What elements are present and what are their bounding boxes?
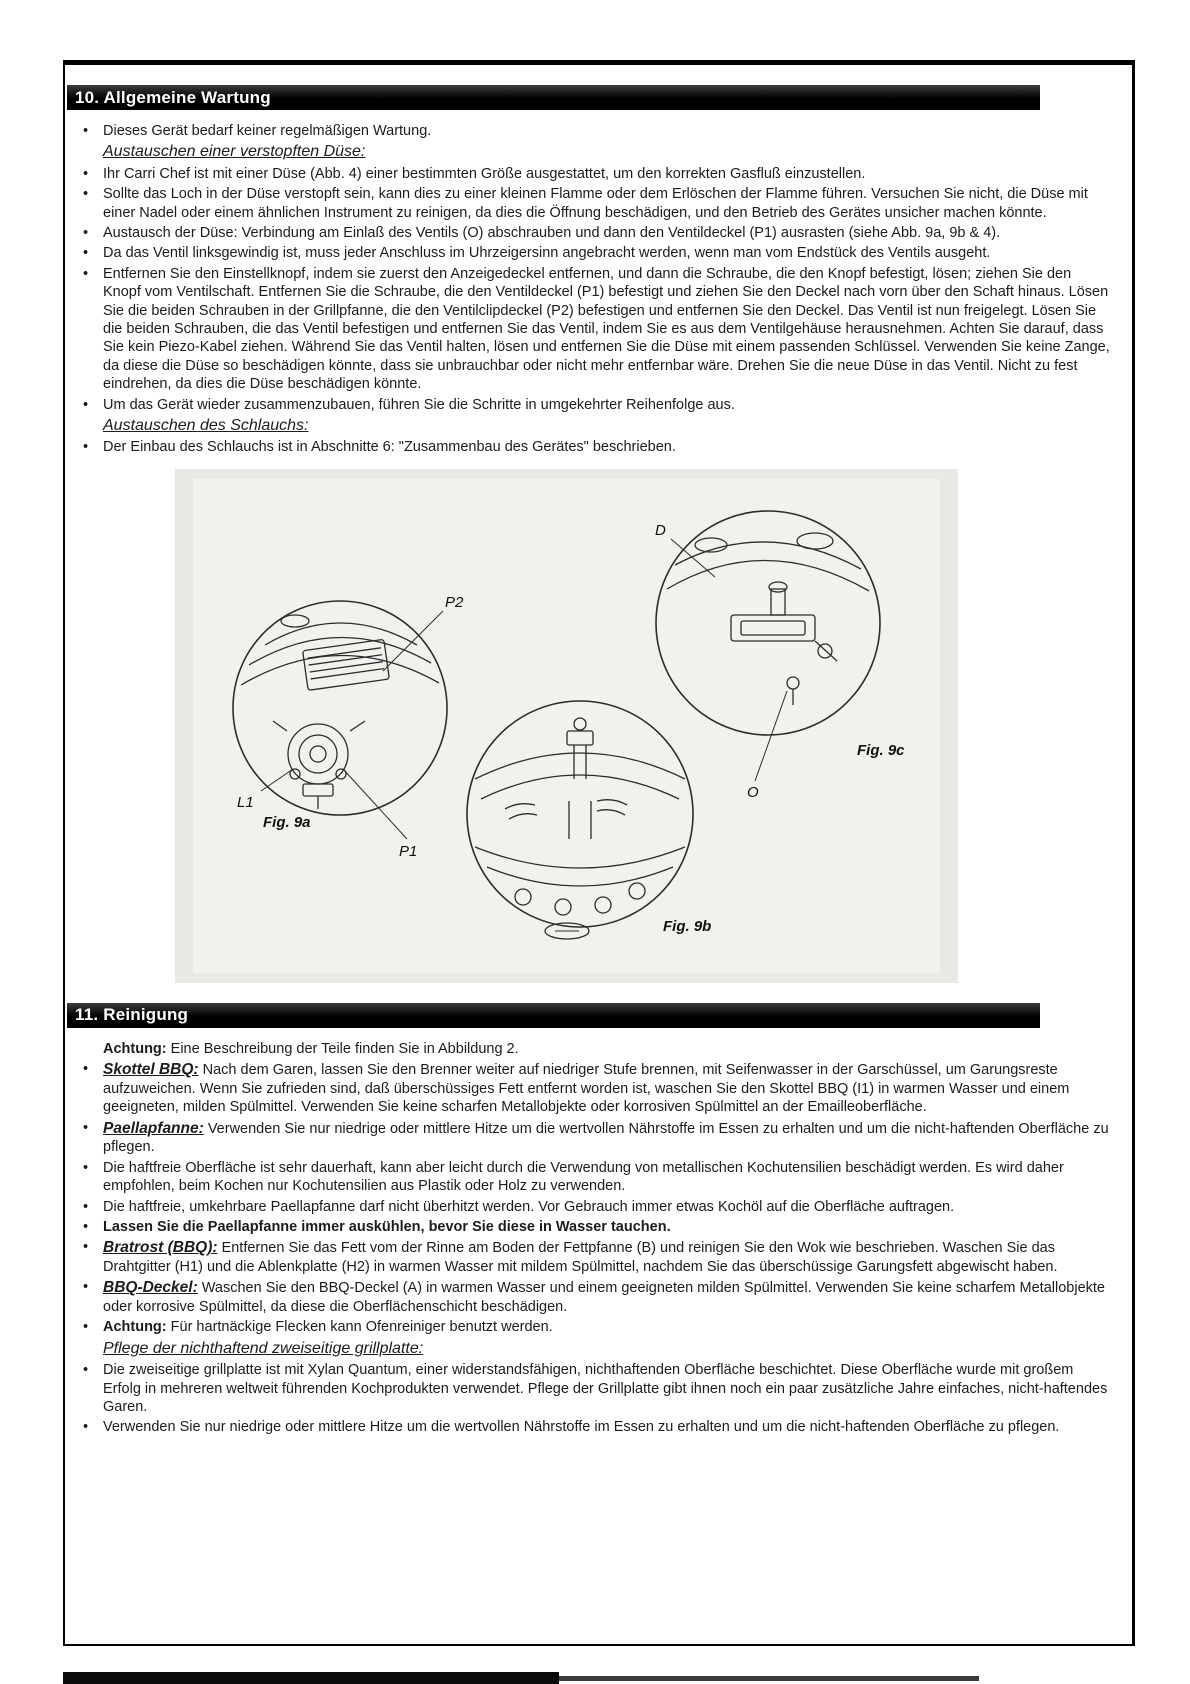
item-lead: Bratrost (BBQ): xyxy=(103,1239,218,1257)
figure-inner-background xyxy=(193,479,940,973)
figure-9-illustration xyxy=(175,469,958,983)
label-o: O xyxy=(747,783,759,801)
list-item xyxy=(75,1361,1114,1416)
bullet-icon: • xyxy=(83,245,89,262)
list-item xyxy=(75,224,1114,242)
list-item xyxy=(75,438,1114,456)
list-item xyxy=(75,165,1114,183)
bullet-icon: • xyxy=(83,1198,89,1215)
bullet-icon: • xyxy=(83,396,89,413)
item-body: Waschen Sie den BBQ-Deckel (A) in warmen Wasser und einem geeigneten milden Spülmittel. Verwenden Sie keine scharfem Metallobjekte oder korrosive Spülmittel, da diese die Oberflächenschicht beschädigen. xyxy=(103,1280,1105,1316)
bullet-icon: • xyxy=(83,224,89,241)
list-item xyxy=(75,185,1114,222)
list-item xyxy=(75,265,1114,394)
bullet-icon: • xyxy=(83,265,89,282)
manual-page-frame xyxy=(63,60,1135,1646)
item-text xyxy=(103,1119,1114,1157)
subsection-heading-text: Austauschen einer verstopften Düse: xyxy=(103,143,366,161)
item-text: Die zweiseitige grillplatte ist mit Xylan Quantum, einer widerstandsfähigen, nichthaftenden Oberfläche beschichtet. Diese Oberfläche wurde mit großem Erfolg in mehreren weltweit führenden Kochprodukten verwendet. Pflege der Grillplatte gibt ihnen noch ein paar zusätzliche Jahre einfaches, nicht-haftendes Garen. xyxy=(103,1362,1108,1415)
item-body: Nach dem Garen, lassen Sie den Brenner weiter auf niedriger Stufe brennen, mit Seifenwasser in der Garschüssel, um Garungsreste aufzuweichen. Wenn Sie zufrieden sind, daß überschüssiges Fett entfernt worden ist, waschen Sie den Skottel BBQ (I1) in warmen Wasser und einem geeigneten, milden Spülmittel. Verwenden Sie keine scharfen Metallobjekte oder korrosiven Spülmittel an der Emailleoberfläche. xyxy=(103,1062,1070,1116)
item-text xyxy=(103,1318,1114,1336)
section-11-header-bar xyxy=(67,1003,1040,1028)
item-text: Der Einbau des Schlauchs ist in Abschnitte 6: "Zusammenbau des Gerätes" beschrieben. xyxy=(103,439,676,456)
item-text: Die haftfreie, umkehrbare Paellapfanne darf nicht überhitzt werden. Vor Gebrauch immer etwas Kochöl auf die Oberfläche auftragen. xyxy=(103,1198,955,1215)
section-11-content xyxy=(65,1040,1132,1437)
label-p2: P2 xyxy=(445,593,464,611)
subsection-heading xyxy=(103,416,1114,436)
item-text: Verwenden Sie nur niedrige oder mittlere Hitze um die wertvollen Nährstoffe im Essen zu erhalten und um die nicht-haftenden Oberfläche zu pflegen. xyxy=(103,1419,1060,1436)
bullet-icon: • xyxy=(83,1119,89,1136)
bullet-icon: • xyxy=(83,439,89,456)
item-body: Für hartnäckige Flecken kann Ofenreiniger benutzt werden. xyxy=(170,1319,553,1336)
list-item xyxy=(75,1198,1114,1216)
subsection-heading-text: Austauschen des Schlauchs: xyxy=(103,417,309,434)
bullet-icon: • xyxy=(83,1218,89,1235)
item-text: Sollte das Loch in der Düse verstopft sein, kann dies zu einer kleinen Flamme oder dem Erlöschen der Flamme führen. Versuchen Sie nicht, die Düse mit einer Nadel oder einem ähnlichen Instrument zu reinigen, da dies die Öffnung beschädigen, und den Betrieb des Gerätes unsicher machen könnte. xyxy=(103,186,1088,221)
section-11-title: 11. Reinigung xyxy=(75,1005,189,1025)
figure-panel xyxy=(175,469,958,983)
item-text: Um das Gerät wieder zusammenzubauen, führen Sie die Schritte in umgekehrter Reihenfolge aus. xyxy=(103,396,735,413)
section-10-header-bar xyxy=(67,85,1040,110)
item-body: Verwenden Sie nur niedrige oder mittlere Hitze um die wertvollen Nährstoffe im Essen zu erhalten und um die nicht-haftenden Oberfläche zu pflegen. xyxy=(103,1120,1109,1156)
note-text: Eine Beschreibung der Teile finden Sie in Abbildung 2. xyxy=(170,1040,519,1057)
subsection-heading xyxy=(103,142,1114,162)
item-text: Lassen Sie die Paellapfanne immer auskühlen, bevor Sie diese in Wasser tauchen. xyxy=(103,1218,671,1235)
item-text: Entfernen Sie den Einstellknopf, indem sie zuerst den Anzeigedeckel entfernen, und dann die Schraube, die den Knopf befestigt, lösen; ziehen Sie den Knopf vom Ventilschaft. Entfernen Sie die Schraube, die den Ventildeckel (P1) befestigt und ziehen Sie den Deckel nach vorn über den Schaft hinaus. Lösen Sie die beiden Schrauben in der Grillpfanne, die den Ventilclipdeckel (P2) befestigen und entfernen Sie den Deckel. Das Ventil ist nun freigelegt. Lösen Sie die beiden Schrauben, die das Ventil befestigen und entfernen Sie das Ventil, indem Sie es aus dem Ventilgehäuse herausnehmen. Achten Sie darauf, dass Sie kein Piezo-Kabel ziehen. Während Sie das Ventil halten, lösen und entfernen Sie die Düse mit einem passenden Schlüssel. Verwenden Sie keine Zange, da diese die Düse so beschädigen könnte, dass sie unbrauchbar oder nicht mehr entfernbar wäre. Drehen Sie die neue Düse in das Ventil. Nicht zu fest eindrehen, da dies die Düse beschädigen könnte. xyxy=(103,265,1110,393)
page-edge-scan-artifact xyxy=(63,1672,559,1684)
list-item xyxy=(75,1418,1114,1436)
bullet-icon: • xyxy=(83,1239,89,1256)
item-lead: BBQ-Deckel: xyxy=(103,1279,198,1297)
item-text: Dieses Gerät bedarf keiner regelmäßigen Wartung. xyxy=(103,123,432,139)
item-text: Ihr Carri Chef ist mit einer Düse (Abb. 4) einer bestimmten Größe ausgestattet, um den korrekten Gasfluß einzustellen. xyxy=(103,165,866,182)
caption-fig-9c: Fig. 9c xyxy=(857,741,905,759)
note-line xyxy=(103,1040,1114,1058)
item-text xyxy=(103,1238,1114,1276)
bullet-icon: • xyxy=(83,1419,89,1436)
section-10-content xyxy=(65,122,1132,983)
item-lead: Paellapfanne: xyxy=(103,1119,204,1137)
label-l1: L1 xyxy=(237,793,254,811)
bullet-icon: • xyxy=(83,186,89,203)
item-text: Da das Ventil linksgewindig ist, muss jeder Anschluss im Uhrzeigersinn angebracht werden, wenn man vom Endstück des Ventils ausgeht. xyxy=(103,245,991,262)
bullet-icon: • xyxy=(83,1279,89,1296)
label-d: D xyxy=(655,521,666,539)
list-item xyxy=(75,1238,1114,1276)
list-item xyxy=(75,1318,1114,1336)
bullet-icon: • xyxy=(83,123,89,139)
item-lead: Skottel BBQ: xyxy=(103,1061,199,1079)
item-text xyxy=(103,1278,1114,1316)
item-lead: Achtung: xyxy=(103,1319,167,1336)
bullet-icon: • xyxy=(83,165,89,182)
bullet-icon: • xyxy=(83,1159,89,1176)
note-lead: Achtung: xyxy=(103,1040,167,1057)
list-item xyxy=(75,396,1114,414)
section-10-title: 10. Allgemeine Wartung xyxy=(75,87,271,107)
bullet-icon: • xyxy=(83,1319,89,1336)
item-text: Die haftfreie Oberfläche ist sehr dauerhaft, kann aber leicht durch die Verwendung von metallischen Kochutensilien beschädigt werden. Es wird daher empfohlen, beim Kochen nur Kochutensilien aus Plastik oder Holz zu verwenden. xyxy=(103,1159,1064,1195)
item-body: Entfernen Sie das Fett vom der Rinne am Boden der Fettpfanne (B) und reinigen Sie den Wok wie beschrieben. Waschen Sie das Drahtgitter (H1) und die Ablenkplatte (H2) in warmen Wasser mit mildem Spülmittel, nachdem Sie das überschüssige Garungsfett abgewischt haben. xyxy=(103,1240,1058,1275)
bullet-icon: • xyxy=(83,1061,89,1078)
list-item xyxy=(75,1119,1114,1157)
list-item xyxy=(75,1278,1114,1316)
subsection-heading-text: Pflege der nichthaftend zweiseitige grillplatte: xyxy=(103,1339,424,1357)
section-maintenance xyxy=(65,85,1132,983)
page-edge-scan-artifact-light xyxy=(559,1676,979,1681)
caption-fig-9b: Fig. 9b xyxy=(663,917,712,935)
list-item xyxy=(75,1060,1114,1116)
item-text: Austausch der Düse: Verbindung am Einlaß des Ventils (O) abschrauben und dann den Ventildeckel (P1) ausrasten (siehe Abb. 9a, 9b & 4). xyxy=(103,224,1001,241)
subsection-heading xyxy=(103,1339,1114,1359)
list-item xyxy=(75,1218,1114,1236)
bullet-icon: • xyxy=(83,1362,89,1379)
list-item xyxy=(75,1159,1114,1196)
list-item xyxy=(75,244,1114,262)
item-text xyxy=(103,1060,1114,1116)
section-cleaning xyxy=(65,1003,1132,1437)
list-item xyxy=(75,122,1114,140)
label-p1: P1 xyxy=(399,842,418,860)
caption-fig-9a: Fig. 9a xyxy=(263,813,311,831)
